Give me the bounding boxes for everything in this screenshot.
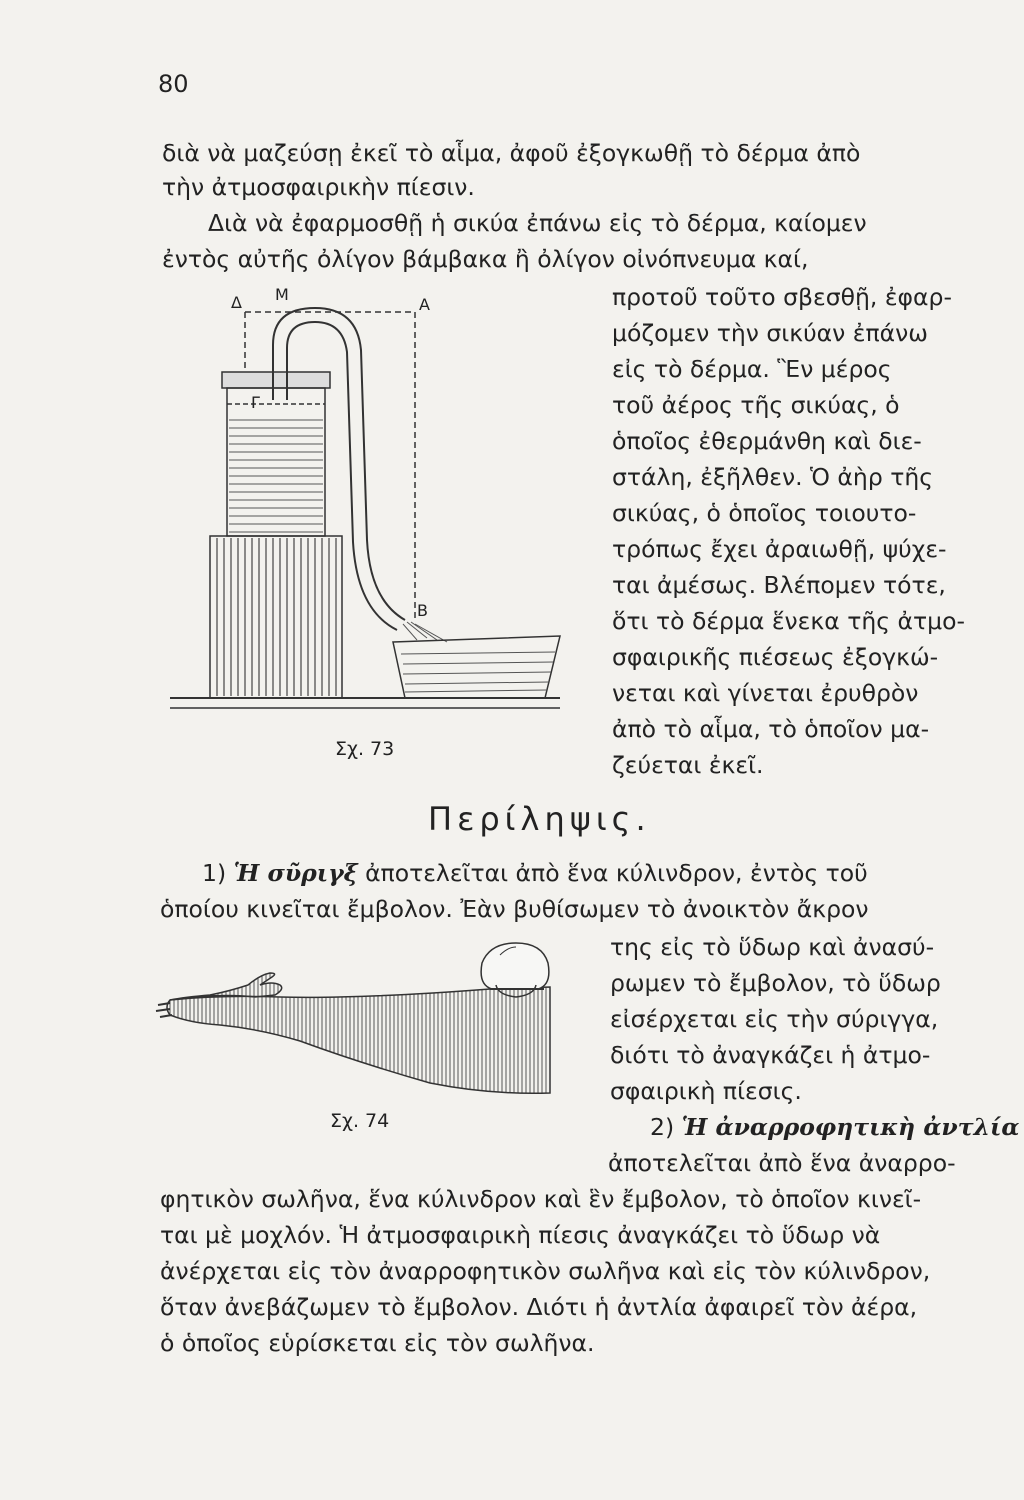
text-line: ἀπὸ τὸ αἷμα, τὸ ὁποῖον μα- <box>612 715 930 743</box>
figure-73-siphon <box>165 280 585 760</box>
text-line: τὴν ἀτμοσφαιρικὴν πίεσιν. <box>162 173 475 201</box>
text-line: μόζομεν τὴν σικύαν ἐπάνω <box>612 319 928 347</box>
text-line: ὁποίου κινεῖται ἔμβολον. Ἐὰν βυθίσωμεν τὸ ἀνοικτὸν ἄκρον <box>160 895 869 923</box>
text-line: νεται καὶ γίνεται ἐρυθρὸν <box>612 679 919 707</box>
text-line: Διὰ νὰ ἐφαρμοσθῇ ἡ σικύα ἐπάνω εἰς τὸ δέρμα, καίομεν <box>208 209 867 237</box>
summary-heading: Περίληψις. <box>428 800 651 838</box>
text-line: τοῦ ἀέρος τῆς σικύας, ὁ <box>612 391 900 419</box>
label-mu: Μ <box>275 285 289 304</box>
text-line: σφαιρικὴ πίεσις. <box>610 1077 802 1105</box>
text-line: ται μὲ μοχλόν. Ἡ ἀτμοσφαιρικὴ πίεσις ἀναγκάζει τὸ ὕδωρ νὰ <box>160 1221 881 1249</box>
text-line: ὅταν ἀνεβάζωμεν τὸ ἔμβολον. Διότι ἡ ἀντλία ἀφαιρεῖ τὸν ἀέρα, <box>160 1293 918 1321</box>
text-line: σικύας, ὁ ὁποῖος τοιουτο- <box>612 499 917 527</box>
point-1-number: 1) <box>202 859 227 887</box>
label-alpha: Α <box>419 295 430 314</box>
text-line: σφαιρικῆς πιέσεως ἐξογκώ- <box>612 643 939 671</box>
text-line: ἀποτελεῖται ἀπὸ ἕνα ἀναρρο- <box>608 1149 956 1177</box>
text-line: ται ἀμέσως. Βλέπομεν τότε, <box>612 571 946 599</box>
text-line: φητικὸν σωλῆνα, ἕνα κύλινδρον καὶ ἓν ἔμβολον, τὸ ὁποῖον κινεῖ- <box>160 1185 922 1213</box>
text-line: ὁ ὁποῖος εὑρίσκεται εἰς τὸν σωλῆνα. <box>160 1329 595 1357</box>
point-1-term: Ἡ σῦριγξ <box>233 859 358 887</box>
text-line: εἰς τὸ δέρμα. Ἓν μέρος <box>612 355 892 383</box>
point-2-heading <box>650 1112 1019 1142</box>
text-line: τρόπως ἔχει ἀραιωθῇ, ψύχε- <box>612 535 947 563</box>
text-line: ὅτι τὸ δέρμα ἕνεκα τῆς ἀτμο- <box>612 607 965 635</box>
page-number: 80 <box>158 70 189 98</box>
label-beta: Β <box>417 601 428 620</box>
point-2-term: Ἡ ἀναρροφητικὴ ἀντλία <box>681 1113 1020 1141</box>
text-line: εἰσέρχεται εἰς τὴν σύριγγα, <box>610 1005 939 1033</box>
point-1-line-1 <box>202 858 868 888</box>
point-2-number: 2) <box>650 1113 675 1141</box>
text-line: ὁποῖος ἐθερμάνθη καὶ διε- <box>612 427 922 455</box>
text-line: της εἰς τὸ ὕδωρ καὶ ἀνασύ- <box>610 933 935 961</box>
figure-73-caption: Σχ. 73 <box>335 738 395 760</box>
text-line: ἐντὸς αὐτῆς ὀλίγον βάμβακα ἢ ὀλίγον οἰνόπνευμα καί, <box>162 245 809 273</box>
figure-74-arm-cupping <box>160 945 560 1105</box>
text-line: ἀνέρχεται εἰς τὸν ἀναρροφητικὸν σωλῆνα καὶ εἰς τὸν κύλινδρον, <box>160 1257 931 1285</box>
text-line: ρωμεν τὸ ἔμβολον, τὸ ὕδωρ <box>610 969 941 997</box>
figure-74-caption: Σχ. 74 <box>330 1110 390 1132</box>
text-line: στάλη, ἐξῆλθεν. Ὁ ἀὴρ τῆς <box>612 463 934 491</box>
text-line: διότι τὸ ἀναγκάζει ἡ ἀτμο- <box>610 1041 931 1069</box>
label-delta: Δ <box>231 293 242 312</box>
text-line: προτοῦ τοῦτο σβεσθῇ, ἐφαρ- <box>612 283 952 311</box>
point-1-text: ἀποτελεῖται ἀπὸ ἕνα κύλινδρον, ἐντὸς τοῦ <box>365 859 868 887</box>
text-line: ζεύεται ἐκεῖ. <box>612 751 764 779</box>
text-line: διὰ νὰ μαζεύσῃ ἐκεῖ τὸ αἷμα, ἀφοῦ ἐξογκωθῇ τὸ δέρμα ἀπὸ <box>162 139 861 167</box>
label-gamma: Γ <box>251 393 260 412</box>
